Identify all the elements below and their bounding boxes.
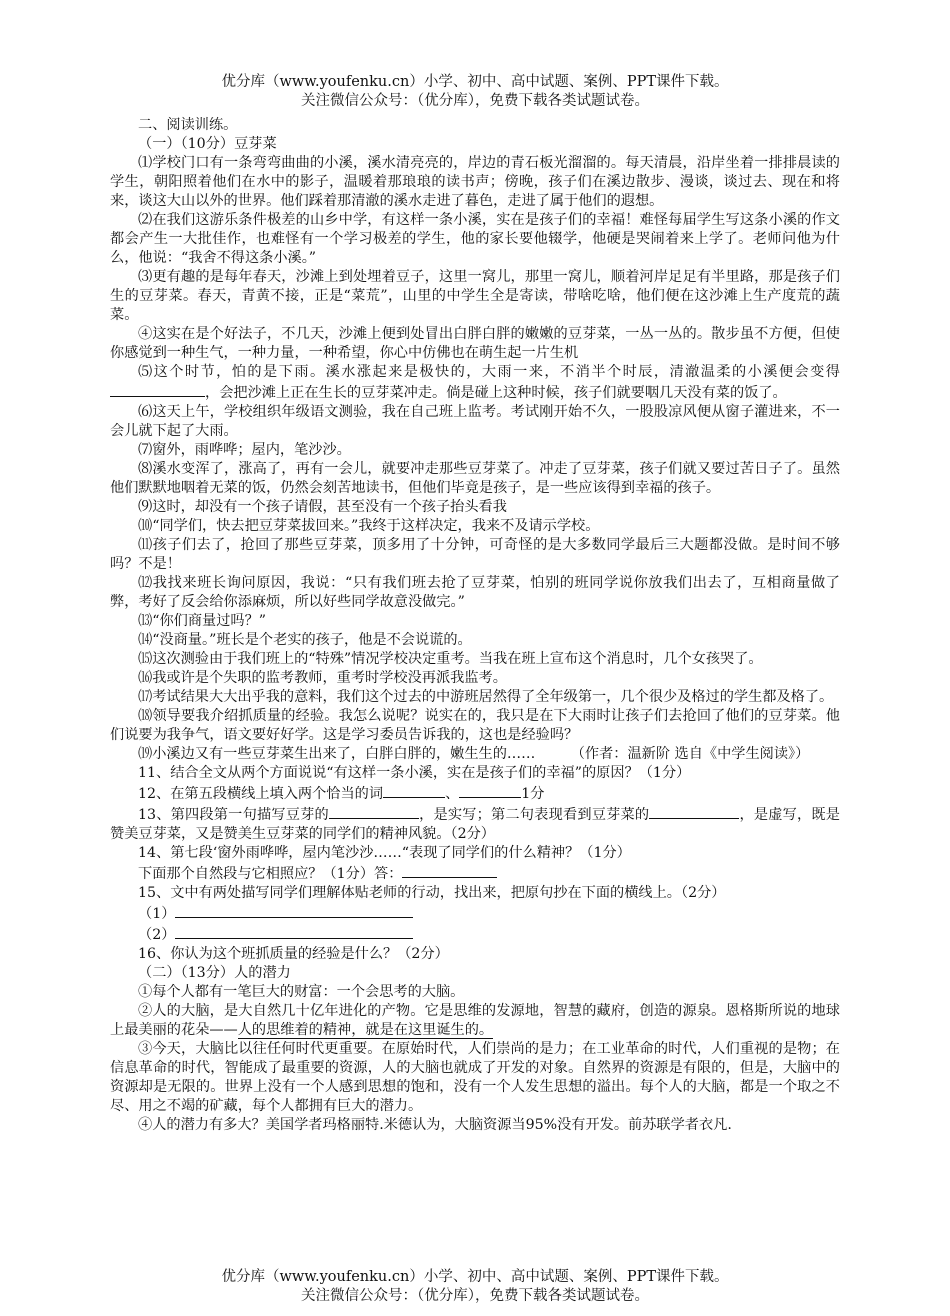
answer-blank[interactable] [402,863,497,878]
footer-line-1: 优分库（www.youfenku.cn）小学、初中、高中试题、案例、PPT课件下载。 [221,1269,729,1285]
question-13 [110,804,840,844]
paragraph: ⒂这次测验由于我们班上的“特殊”情况学校决定重考。当我在班上宣布这个消息时，几个女孩哭了。 [138,651,763,667]
question-15: 15、文中有两处描写同学们理解体贴老师的行动，找出来，把原句抄在下面的横线上。（2分） [138,885,726,901]
paragraph: ⑻溪水变浑了，涨高了，再有一会儿，就要冲走那些豆芽菜了。冲走了豆芽菜，孩子们就又要过苦日子了。虽然他们默默地咽着无菜的饭，仍然会刻苦地读书，但他们毕竟是孩子，是一些应该得到幸福的孩子。 [110,461,840,496]
answer-label: （1） [138,906,176,922]
paragraph: ③今天，大脑比以往任何时代更重要。在原始时代，人们崇尚的是力；在工业革命的时代，人们重视的是物；在信息革命的时代，智能成了最重要的资源，人的大脑也就成了开发的对象。自然界的资源是有限的，但是，大脑中的资源却是无限的。世界上没有一个人感到思想的饱和，没有一个人发生思想的溢出。每个人的大脑，都是一个取之不尽、用之不竭的矿藏，每个人都拥有巨大的潜力。 [110,1041,840,1114]
paragraph: ④这实在是个好法子，不几天，沙滩上便到处冒出白胖白胖的嫩嫩的豆芽菜，一丛一丛的。散步虽不方便，但使你感觉到一种生气，一种力量，一种希望，你心中仿佛也在萌生起一片生机 [110,326,840,361]
header-line-1: 优分库（www.youfenku.cn）小学、初中、高中试题、案例、PPT课件下载。 [221,74,729,90]
answer-blank[interactable] [175,903,413,918]
answer-label: （2） [138,927,176,943]
underlined-text: 人的思维着的精神，就是在这里诞生的。 [237,1022,494,1038]
paragraph: ⑴学校门口有一条弯弯曲曲的小溪，溪水清亮亮的，岸边的青石板光溜溜的。每天清晨，沿岸坐着一排排晨读的学生，朝阳照着他们在水中的影子，温暖着那琅琅的读书声；傍晚，孩子们在溪边散步、漫谈，谈过去、现在和将来，谈这大山以外的世界。他们踩着那清澈的溪水走进了暮色，走进了属于他们的遐想。 [110,155,840,209]
paragraph: ⑽“同学们，快去把豆芽菜拔回来。”我终于这样决定，我来不及请示学校。 [138,518,600,534]
paragraph-text: ⑸这个时节，怕的是下雨。溪水涨起来是极快的，大雨一来，不消半个时辰，清澈温柔的小溪便会变得 [138,364,840,380]
paragraph: ⒃我或许是个失职的监考教师，重考时学校没再派我监考。 [138,670,507,686]
paragraph: ⑵在我们这游乐条件极差的山乡中学，有这样一条小溪，实在是孩子们的幸福！难怪每届学生写这条小溪的作文都会产生一大批佳作，也难怪有一个学习极差的学生，他的家长要他辍学，他硬是哭闹着来上学了。老师问他为什么，他说：“我舍不得这条小溪。” [110,212,840,266]
paragraph: ④人的潜力有多大？美国学者玛格丽特.米德认为，大脑资源当95%没有开发。前苏联学者衣凡. [138,1117,732,1133]
paragraph-text: ，会把沙滩上正在生长的豆芽菜冲走。倘是碰上这种时候，孩子们就要咽几天没有菜的饭了。 [205,385,787,401]
answer-blank[interactable] [175,924,413,939]
question-text: 12、在第五段横线上填入两个恰当的词 [138,786,384,802]
question-12 [110,783,840,804]
part1-title: （一）（10分）豆芽菜 [138,136,277,152]
question-16: 16、你认为这个班抓质量的经验是什么？（2分） [138,946,449,962]
page-footer [0,1268,950,1306]
paragraph: ⒅领导要我介绍抓质量的经验。我怎么说呢？说实在的，我只是在下大雨时让孩子们去抢回了他们的豆芽菜。他们说要为我争气，语文要好好学。这是学习委员告诉我的，这也是经验吗？ [110,708,840,743]
answer-blank[interactable] [329,804,419,819]
question-text: 、 [445,786,460,802]
document-body [110,116,840,1135]
answer-line-2 [110,924,840,945]
header-line-2: 关注微信公众号：（优分库），免费下载各类试题试卷。 [301,93,649,109]
answer-blank[interactable] [459,783,521,798]
paragraph: ⑿我找来班长询问原因，我说：“只有我们班去抢了豆芽菜，怕别的班同学说你放我们出去了，互相商量做了弊，考好了反会给你添麻烦，所以好些同学故意没做完。” [110,575,840,610]
question-text: ，是虚写，既是赞美豆芽菜，又是赞美生豆芽菜的同学们的精神风貌。（2分） [110,807,840,842]
paragraph: ⑾孩子们去了，抢回了那些豆芽菜，顶多用了十分钟，可奇怪的是大多数同学最后三大题都没做。是时间不够吗？不是！ [110,537,840,572]
paragraph [110,363,840,403]
paragraph: ⒆小溪边又有一些豆芽菜生出来了，白胖白胖的，嫩生生的…… （作者：温新阶 选自《中学生阅读》） [138,746,810,762]
answer-blank[interactable] [383,783,445,798]
paragraph: ⑹这天上午，学校组织年级语文测验，我在自己班上监考。考试刚开始不久，一股股凉风便从窗子灌进来，不一会儿就下起了大雨。 [110,404,840,439]
section-title: 二、阅读训练。 [138,117,238,133]
question-14-sub [110,863,840,884]
page-header [0,73,950,111]
question-text: 1分 [521,786,545,802]
answer-line-1 [110,903,840,924]
fill-blank [110,382,205,397]
paragraph: ⒄考试结果大大出乎我的意料，我们这个过去的中游班居然得了全年级第一，几个很少及格过的学生都及格了。 [138,689,834,705]
paragraph: ⒁“没商量。”班长是个老实的孩子，他是不会说谎的。 [138,632,472,648]
paragraph: ⑶更有趣的是每年春天，沙滩上到处埋着豆子，这里一窝儿，那里一窝儿，顺着河岸足足有半里路，那是孩子们生的豆芽菜。春天，青黄不接，正是“菜荒”，山里的中学生全是寄读，带啥吃啥，他们便在这沙滩上生产度荒的蔬菜。 [110,269,840,323]
question-text: 13、第四段第一句描写豆芽的 [138,807,329,823]
paragraph: ⑼这时，却没有一个孩子请假，甚至没有一个孩子抬头看我 [138,499,507,515]
question-text: 下面那个自然段与它相照应？（1分）答： [138,866,403,882]
answer-blank[interactable] [649,804,739,819]
paragraph [110,1002,840,1040]
part2-title: （二）（13分）人的潜力 [138,965,291,981]
paragraph: ⒀“你们商量过吗？” [138,613,267,629]
question-14: 14、第七段‘窗外雨哗哗，屋内笔沙沙……“表现了同学们的什么精神？（1分） [138,845,631,861]
footer-line-2: 关注微信公众号：（优分库），免费下载各类试题试卷。 [301,1288,649,1304]
paragraph: ①每个人都有一笔巨大的财富：一个会思考的大脑。 [138,984,465,1000]
paragraph: ⑺窗外，雨哗哗；屋内，笔沙沙。 [138,442,351,458]
paragraph-text: ②人的大脑，是大自然几十亿年进化的产物。它是思维的发源地，智慧的藏府，创造的源泉。恩格斯所说的地球上最美丽的花朵—— [110,1003,840,1038]
question-text: ，是实写；第二句表现看到豆芽菜的 [418,807,650,823]
question-11: 11、结合全文从两个方面说说“有这样一条小溪，实在是孩子们的幸福”的原因？（1分） [138,765,691,781]
